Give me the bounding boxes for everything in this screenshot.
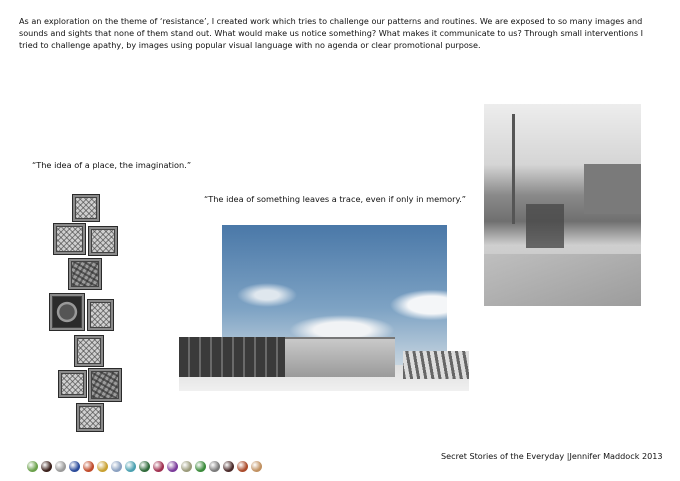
thumbnail-dot[interactable] [27,461,38,472]
wall-mid-image [285,337,395,377]
thumbnail-dot[interactable] [223,461,234,472]
tile-image [72,194,100,222]
thumbnail-dot[interactable] [55,461,66,472]
tile-image [88,368,122,402]
tile-image [87,299,114,331]
thumbnail-dot[interactable] [125,461,136,472]
thumbnail-dot[interactable] [97,461,108,472]
thumbnail-dot[interactable] [139,461,150,472]
thumbnail-dot[interactable] [181,461,192,472]
wall-left-image [179,337,289,377]
tile-image [88,226,118,256]
footer-credit: Secret Stories of the Everyday |Jennifer Maddock 2013 [441,451,663,461]
thumbnail-dot[interactable] [111,461,122,472]
thumbnail-dot[interactable] [209,461,220,472]
quote-trace: “The idea of something leaves a trace, even if only in memory.” [204,194,467,204]
road-image [484,254,641,306]
tile-image [49,293,85,331]
thumbnail-dot[interactable] [83,461,94,472]
thumbnail-dot[interactable] [167,461,178,472]
street-photo [484,104,641,306]
wall-sky-photo [179,225,469,391]
thumbnail-dot[interactable] [69,461,80,472]
pole-image [512,114,515,224]
thumbnail-dot[interactable] [195,461,206,472]
thumbnail-dot[interactable] [237,461,248,472]
tile-image [74,335,104,367]
vehicle-image [526,204,564,248]
tile-image [68,258,102,290]
tile-image [58,370,87,398]
thumbnail-dot-strip [27,461,262,472]
tile-image [76,403,104,432]
thumbnail-dot[interactable] [153,461,164,472]
quote-place: “The idea of a place, the imagination.” [32,160,192,170]
tile-image [53,223,86,255]
thumbnail-dot[interactable] [41,461,52,472]
thumbnail-dot[interactable] [251,461,262,472]
wall-right-image [403,351,469,379]
intro-paragraph: As an exploration on the theme of ‘resistance’, I created work which tries to challenge our patterns and routines. We are exposed to so many images and sounds and sights that none of them stand out. What would make us notice something? What makes it communicate to us? Through small interventions I tried to challenge apathy, by images using popular visual language with no agenda or clear promotional purpose. [19,16,644,50]
house-image [584,164,641,214]
